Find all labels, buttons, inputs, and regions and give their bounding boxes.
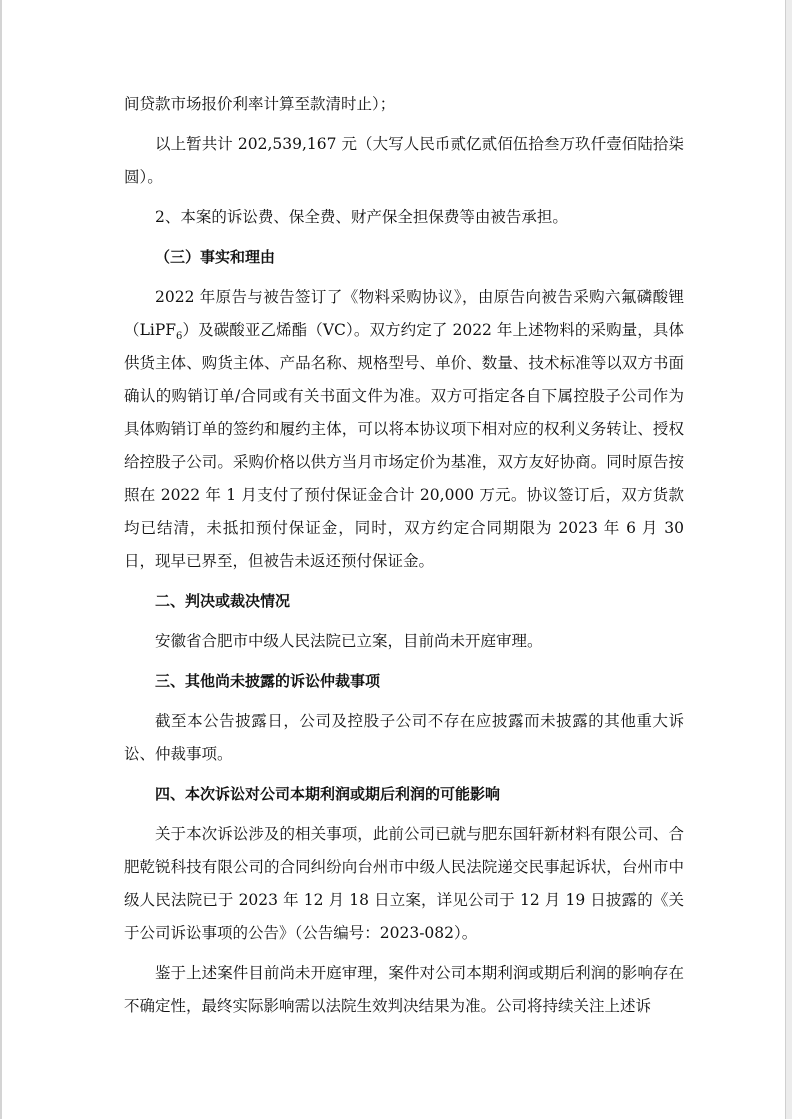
paragraph-no-other-litigation: 截至本公告披露日，公司及控股子公司不存在应披露而未披露的其他重大诉讼、仲裁事项。 [124,712,684,763]
paragraph-interest-clause: 间贷款市场报价利率计算至款清时止）； [124,95,396,113]
facts-subscript: 6 [176,331,183,343]
paragraph-case-filed: 安徽省合肥市中级人民法院已立案，目前尚未开庭审理。 [155,632,543,650]
paragraph-impact-uncertainty: 鉴于上述案件目前尚未开庭审理，案件对公司本期利润或期后利润的影响存在不确定性，最终实际影响需以法院生效判决结果为准。公司将持续关注上述诉 [124,964,684,1015]
heading-profit-impact: 四、本次诉讼对公司本期利润或期后利润的可能影响 [155,785,501,803]
paragraph-facts [124,281,684,578]
heading-facts-and-reasons: （三）事实和理由 [155,248,276,266]
paragraph-costs: 2、本案的诉讼费、保全费、财产保全担保费等由被告承担。 [155,208,568,226]
facts-text-part-2: ）及碳酸亚乙烯酯（VC）。双方约定了 2022 年上述物料的采购量，具体供货主体、购货主体、产品名称、规格型号、单价、数量、技术标准等以双方书面确认的购销订单/合同或有关书面文件为准。双方可指定各自下属控股子公司作为具体购销订单的签约和履约主体，可以将本协议项下相对应的权利义务转让、授权给控股子公司。采购价格以供方当月市场定价为基准，双方友好协商。同时原告按照在 2022 年 1 月支付了预付保证金合计 20,000 万元。协议签订后，双方货款均已结清，未抵扣预付保证金，同时，双方约定合同期限为 2023 年 6 月 30 日，现早已界至，但被告未返还预付保证金。 [124,321,684,570]
facts-text-part-1: 2022 年原告与被告签订了《物料采购协议》，由原告向被告采购六氟磷酸锂（LiPF [124,288,684,339]
paragraph-total-amount: 以上暂共计 202,539,167 元（大写人民币贰亿贰佰伍拾叁万玖仟壹佰陆拾柒圆）。 [124,135,684,186]
viewer-scroll-gutter[interactable] [786,0,792,1119]
heading-other-litigation: 三、其他尚未披露的诉讼仲裁事项 [155,672,381,690]
heading-judgment-status: 二、判决或裁决情况 [155,592,291,610]
page-left-edge [0,0,2,1119]
document-page [124,88,684,1023]
paragraph-related-matters: 关于本次诉讼涉及的相关事项，此前公司已就与肥东国轩新材料有限公司、合肥乾锐科技有限公司的合同纠纷向台州市中级人民法院递交民事起诉状，台州市中级人民法院已于 2023 年 12 月 18 日立案，详见公司于 12 月 19 日披露的《关于公司诉讼事项的公告》（公告编号：2023-082）。 [124,825,684,942]
